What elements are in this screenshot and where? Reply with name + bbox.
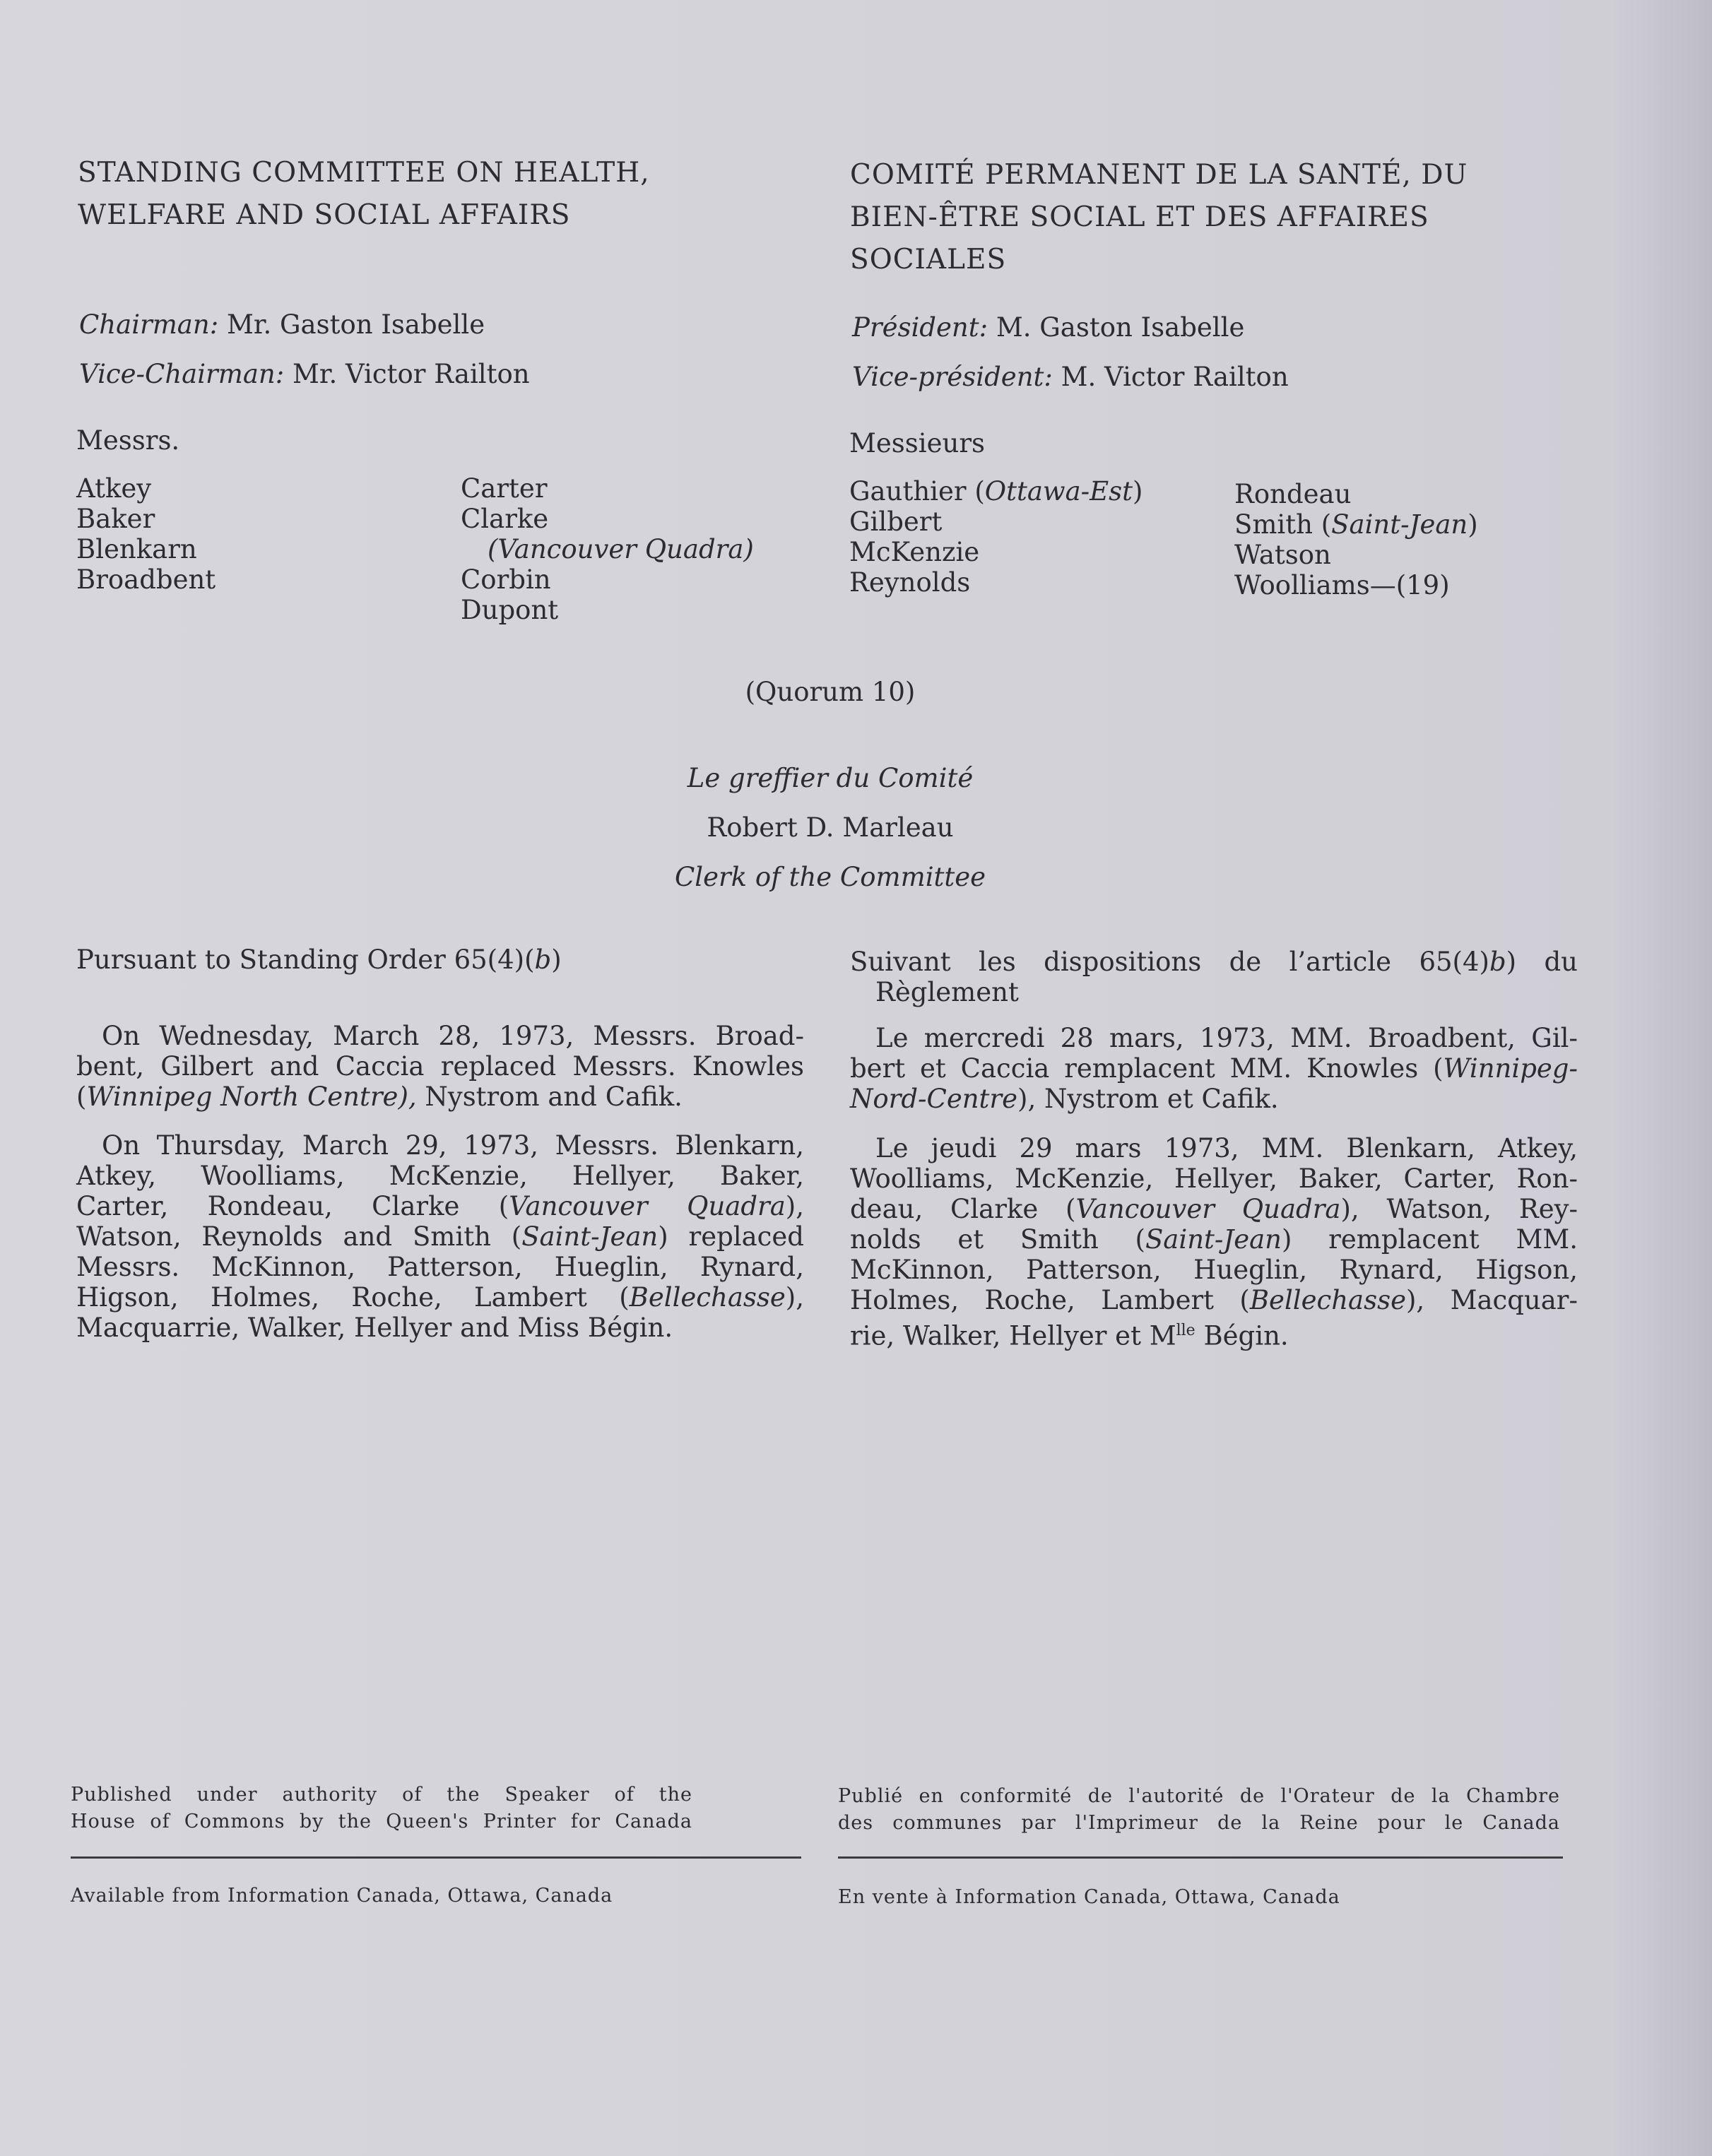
vice-president-line-fr: Vice-président: M. Victor Railton: [852, 362, 1289, 392]
member-name: Gauthier (Ottawa-Est): [849, 476, 1143, 507]
members-col1-en: [76, 473, 216, 595]
vice-chairman-line-en: Vice-Chairman: Mr. Victor Railton: [79, 359, 530, 389]
committee-title-fr: COMITÉ PERMANENT DE LA SANTÉ, DU BIEN-ÊTRE SOCIAL ET DES AFFAIRES SOCIALES: [850, 159, 1468, 276]
paragraph-1-fr: Le mercredi 28 mars, 1973, MM. Broadbent, Gil- bert et Caccia remplacent MM. Knowles (Winnipeg- Nord-Centre), Nystrom et Cafik.: [850, 1023, 1578, 1114]
members-heading-en: Messrs.: [76, 425, 180, 456]
member-name: Broadbent: [76, 564, 216, 595]
paragraph-2-fr: Le jeudi 29 mars 1973, MM. Blenkarn, Atkey, Woolliams, McKenzie, Hellyer, Baker, Carter, Ron- deau, Clarke (Vancouver Quadra), Watson, Rey- nolds et Smith (Saint-Jean) remplacent MM. McKinnon, Patterson, Hueglin, Rynard, Higson, Holmes, Roche, Lambert (Bellechasse), Macquar- rie, Walker, Hellyer et $M^{lle}$ Bégin.: [850, 1133, 1578, 1351]
member-name: Blenkarn: [76, 534, 197, 564]
member-name: Watson: [1234, 540, 1331, 570]
member-name: Clarke: [461, 504, 549, 534]
member-name: Atkey: [76, 473, 152, 504]
member-name: Corbin: [461, 564, 551, 595]
order-heading-en: Pursuant to Standing Order 65(4)(b): [76, 944, 562, 975]
president-line-fr: Président: M. Gaston Isabelle: [852, 312, 1245, 343]
member-name: Woolliams—(19): [1234, 570, 1450, 600]
quorum: (Quorum 10): [745, 677, 916, 707]
member-name: Baker: [76, 504, 155, 534]
chairman-line-en: Chairman: Mr. Gaston Isabelle: [79, 309, 485, 340]
member-name: Smith (Saint-Jean): [1234, 509, 1478, 540]
committee-title-en: STANDING COMMITTEE ON HEALTH, WELFARE AND SOCIAL AFFAIRS: [78, 157, 650, 231]
paragraph-2-en: On Thursday, March 29, 1973, Messrs. Blenkarn, Atkey, Woolliams, McKenzie, Hellyer, Baker, Carter, Rondeau, Clarke (Vancouver Quadra), Watson, Reynolds and Smith (Saint-Jean) replaced Messrs. McKinnon, Patterson, Hueglin, Rynard, Higson, Holmes, Roche, Lambert (Bellechasse), Macquarrie, Walker, Hellyer and Miss Bégin.: [76, 1130, 804, 1343]
available-fr: En vente à Information Canada, Ottawa, Canada: [838, 1886, 1340, 1908]
member-name: Carter: [461, 473, 548, 504]
member-name: McKenzie: [849, 537, 980, 567]
clerk-name: Robert D. Marleau: [707, 812, 954, 843]
member-riding: (Vancouver Quadra): [488, 534, 754, 564]
member-name: Rondeau: [1234, 479, 1352, 509]
footer-rule-fr: [838, 1856, 1563, 1859]
order-heading-fr: Suivant les dispositions de l’article 65(4)b) du Règlement: [850, 947, 1578, 1007]
members-col2-en: [461, 473, 754, 625]
publisher-fr: Publié en conformité de l'autorité de l'Orateur de la Chambre des communes par l'Imprimeur de la Reine pour le Canada: [838, 1785, 1560, 1834]
members-col2-fr: [1234, 479, 1478, 600]
member-name: Dupont: [461, 595, 559, 625]
footer-rule-en: [71, 1856, 801, 1859]
members-col1-fr: [849, 476, 1143, 598]
paragraph-1-en: On Wednesday, March 28, 1973, Messrs. Broad- bent, Gilbert and Caccia replaced Messrs. Knowles (Winnipeg North Centre), Nystrom and Cafik.: [76, 1021, 804, 1112]
available-en: Available from Information Canada, Ottawa, Canada: [71, 1885, 613, 1907]
clerk-label-en: Clerk of the Committee: [674, 862, 986, 892]
member-name: Reynolds: [849, 567, 971, 598]
members-heading-fr: Messieurs: [849, 428, 985, 458]
clerk-label-fr: Le greffier du Comité: [687, 763, 974, 793]
publisher-en: Published under authority of the Speaker of the House of Commons by the Queen's Printer for Canada: [71, 1784, 692, 1832]
member-name: Gilbert: [849, 507, 943, 537]
